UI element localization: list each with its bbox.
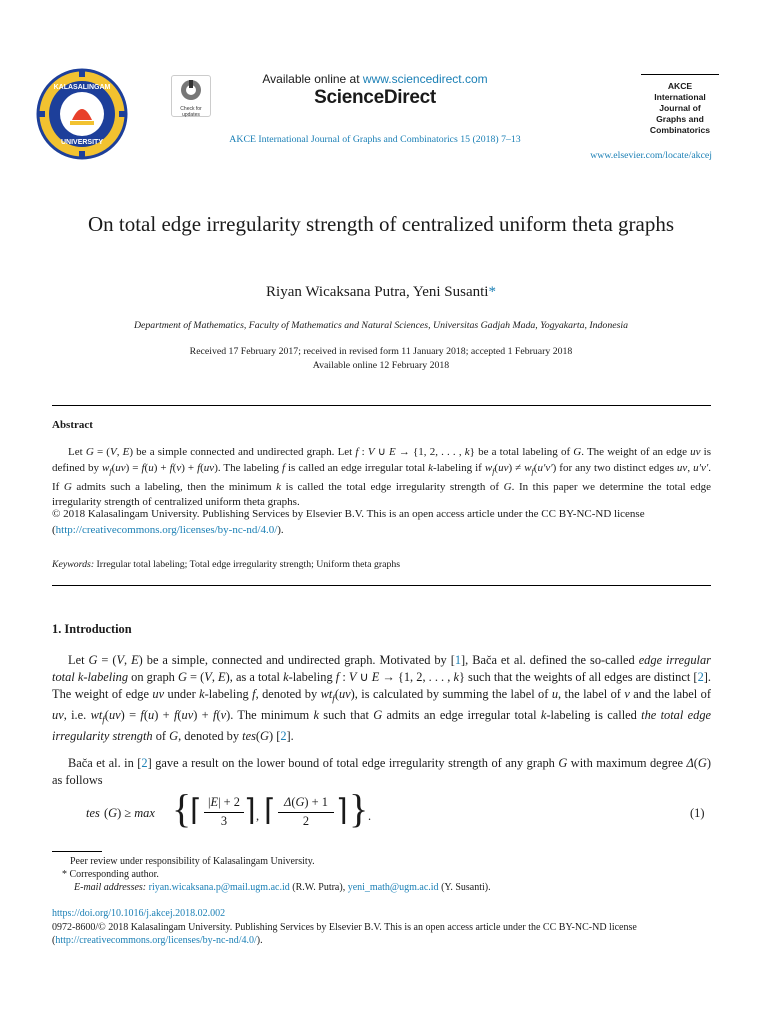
article-title: On total edge irregularity strength of centralized uniform theta graphs [87, 212, 675, 236]
journal-logo-box [641, 74, 719, 136]
issn-line: 0972-8600/© 2018 Kalasalingam University. Publishing Services by Elsevier B.V. This is an open access article under the CC BY-NC-ND license [52, 922, 637, 933]
footnote-emails [74, 881, 491, 894]
intro-paragraph-2: Bača et al. in [2] gave a result on the lower bound of total edge irregularity strength of any graph G with maximum degree Δ(G) as follows [52, 756, 711, 787]
abstract-heading: Abstract [52, 419, 93, 431]
copyright-close: ). [277, 523, 284, 536]
email-susanti-link[interactable]: yeni_math@ugm.ac.id [347, 882, 439, 893]
journal-url[interactable]: www.elsevier.com/locate/akcej [590, 150, 712, 161]
crossmark-badge[interactable] [171, 75, 211, 117]
doi-link[interactable]: https://doi.org/10.1016/j.akcej.2018.02.002 [52, 908, 226, 919]
abstract-body: Let G = (V, E) be a simple connected and undirected graph. Let f : V ∪ E → {1, 2, . . . , k} be a total labeling of G. The weight of an edge uv is defined by $w_f(uv) = f(u) + f(v) + f(uv)$. The labeling f is called an edge irregular total k-labeling if $w_f(uv) \ne w_f(u'v')$ for any two distinct edges uv, u′v′. If G admits such a labeling, then the minimum k is called the total edge irregularity strength of G. In this paper we determine the total edge irregularity strength of centralized uniform theta graphs. [52, 446, 712, 509]
ref-1-link[interactable]: 1 [454, 653, 462, 667]
received-dates: Received 17 February 2017; received in revised form 11 January 2018; accepted 1 February 2018 [189, 346, 573, 357]
keywords-label: Keywords: [52, 559, 95, 570]
equation-1: tes (G) ≥ max { ⌈ |E| + 2 3 ⌉ , ⌈ Δ(G) + 1 2 ⌉ } . [86, 786, 372, 831]
svg-text:UNIVERSITY: UNIVERSITY [60, 139, 104, 146]
crossmark-icon [180, 79, 202, 101]
available-date: Available online 12 February 2018 [312, 360, 450, 371]
footer-license-open: ( [52, 935, 56, 946]
footer-license-line [52, 934, 263, 947]
abstract-top-rule [52, 405, 711, 406]
footnote-rule [52, 851, 102, 852]
sciencedirect-link[interactable]: www.sciencedirect.com [362, 72, 488, 86]
journal-citation[interactable]: AKCE International Journal of Graphs and Combinatorics 15 (2018) 7–13 [229, 134, 521, 145]
university-logo [36, 68, 128, 160]
intro-paragraph-1: Let G = (V, E) be a simple, connected and undirected graph. Motivated by [1], Bača et al. defined the so-called edge irregular total k-labeling on graph G = (V, E), as a total k-labeling f : V ∪ E → {1, 2, . . . , k} such that the weights of all edges are distinct [2]. The weight of edge uv under k-labeling f, denoted by $wt_f(uv)$, is calculated by summing the label of u, the label of v and the label of uv, i.e. $wt_f(uv) = f(u) + f(uv) + f(v)$. The minimum k such that G admits an edge irregular total k-labeling is called the total edge irregularity strength of G, denoted by tes(G) [2]. [52, 653, 712, 744]
email-putra-owner: (R.W. Putra), [289, 882, 348, 893]
crossmark-label: Check for updates [180, 106, 202, 118]
copyright-text: © 2018 Kalasalingam University. Publishing Services by Elsevier B.V. This is an open access article under the CC BY-NC-ND license ( [52, 508, 645, 536]
keywords-text: Irregular total labeling; Total edge irregularity strength; Uniform theta graphs [96, 559, 401, 570]
ref-2-link-c[interactable]: 2 [141, 756, 148, 770]
footnote-peer-review: Peer review under responsibility of Kalasalingam University. [70, 856, 315, 867]
sciencedirect-brand: ScienceDirect [314, 87, 436, 108]
equation-1-number: (1) [690, 806, 705, 820]
footer-license-close: ). [256, 935, 263, 946]
available-online-prefix: Available online at [262, 72, 363, 86]
ref-2-link[interactable]: 2 [697, 669, 704, 684]
svg-text:KALASALINGAM: KALASALINGAM [53, 84, 111, 91]
abstract-license-link[interactable]: http://creativecommons.org/licenses/by-nc-nd/4.0/ [55, 523, 278, 536]
authors: Riyan Wicaksana Putra, Yeni Susanti [266, 284, 489, 300]
authors-line [120, 284, 642, 301]
available-online-line [230, 72, 520, 86]
corresponding-mark[interactable]: * [488, 284, 496, 300]
ref-2-link-b[interactable]: 2 [280, 729, 287, 744]
email-label: E-mail addresses: [74, 882, 147, 893]
affiliation: Department of Mathematics, Faculty of Mathematics and Natural Sciences, Universitas Gadjah Mada, Yogyakarta, Indonesia [133, 320, 629, 331]
keywords-line [52, 559, 711, 570]
abstract-copyright [52, 507, 711, 538]
footnote-corresponding: * Corresponding author. [62, 869, 159, 880]
email-susanti-owner: (Y. Susanti). [438, 882, 491, 893]
abstract-bottom-rule [52, 585, 711, 586]
journal-logo-text: AKCE International Journal of Graphs and Combinatorics [649, 81, 711, 135]
intro-heading: 1. Introduction [52, 622, 132, 636]
footer-license-link[interactable]: http://creativecommons.org/licenses/by-nc-nd/4.0/ [55, 935, 257, 946]
email-putra-link[interactable]: riyan.wicaksana.p@mail.ugm.ac.id [148, 882, 290, 893]
